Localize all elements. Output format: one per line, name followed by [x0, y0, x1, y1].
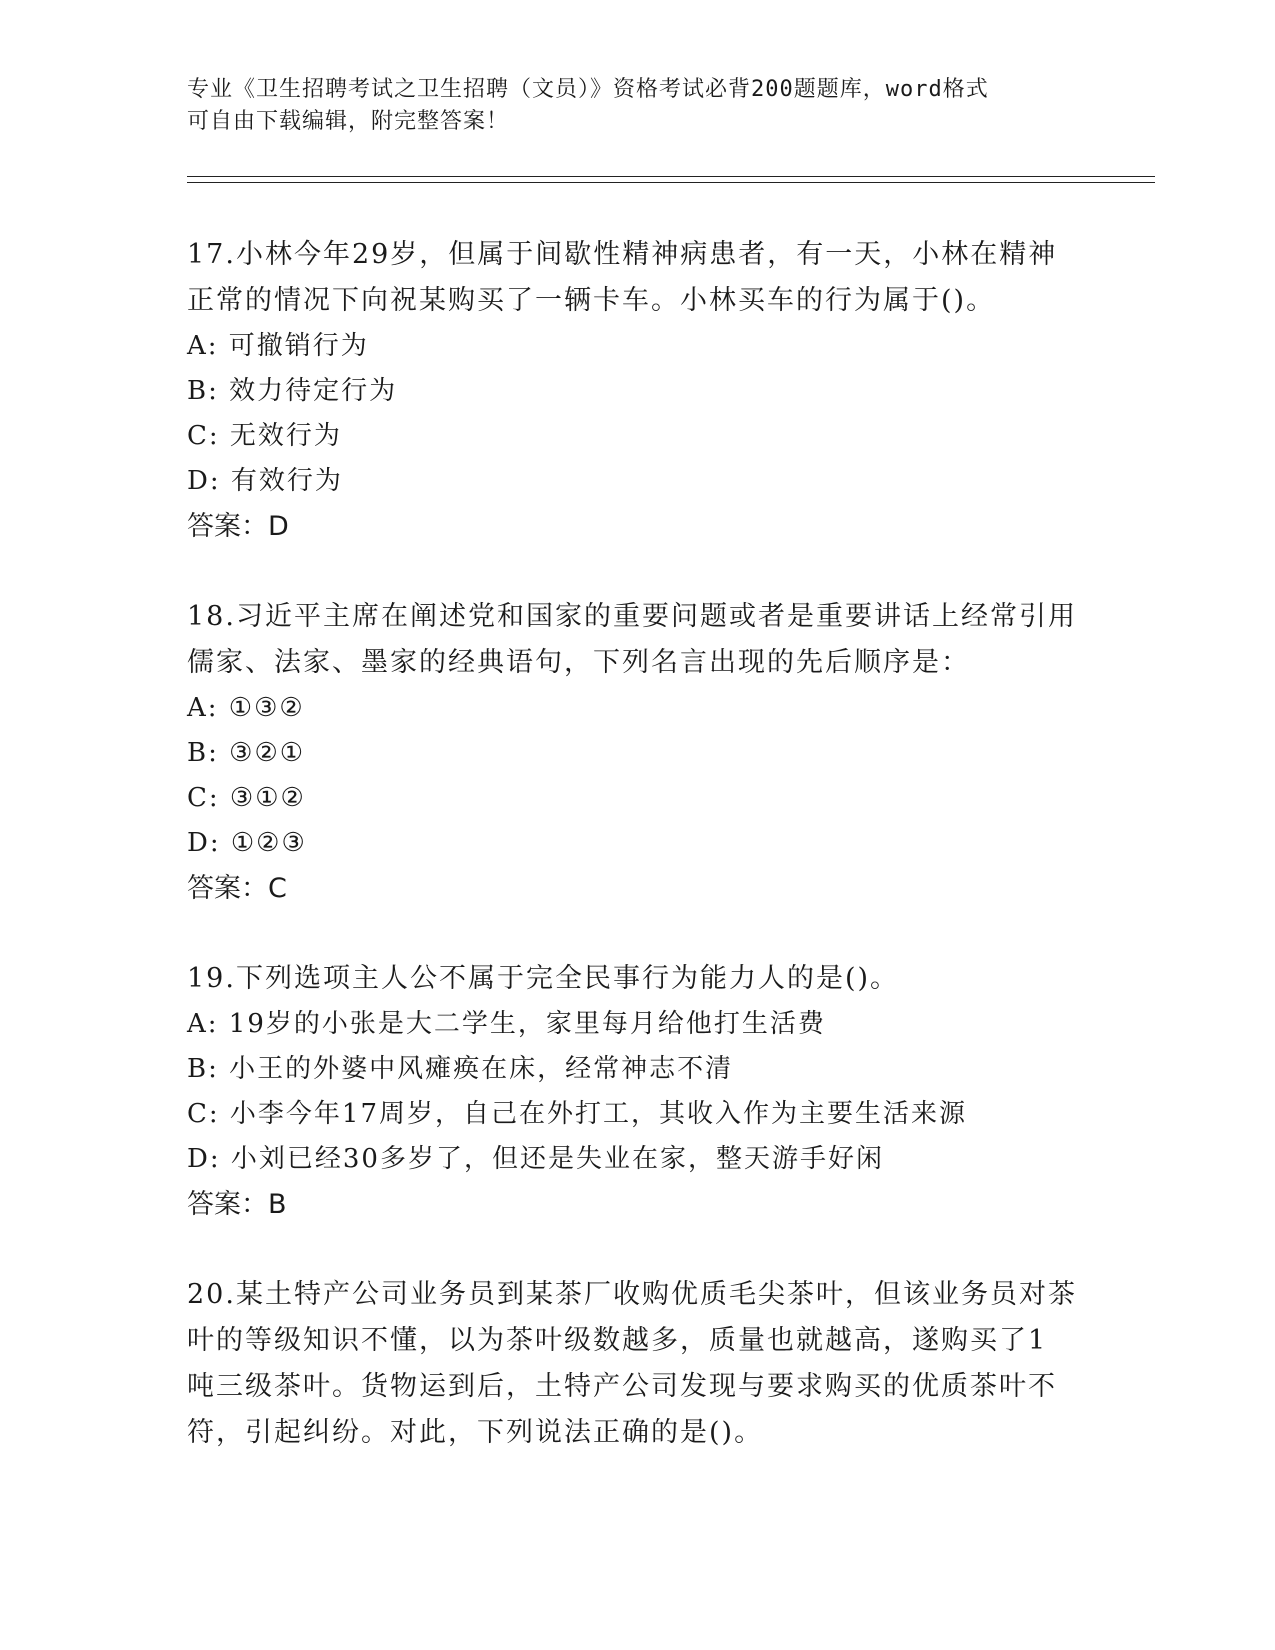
option-b: B: ③②①	[187, 738, 306, 768]
stem-line: 19.下列选项主人公不属于完全民事行为能力人的是()。	[187, 963, 900, 994]
option-b: B: 效力待定行为	[187, 376, 398, 406]
question-stem	[187, 956, 1087, 1002]
header-line-2: 可自由下载编辑，附完整答案！	[187, 109, 510, 134]
question-18	[187, 594, 1087, 912]
answer: 答案：D	[187, 511, 289, 542]
question-17	[187, 232, 1087, 550]
option-c: C: 无效行为	[187, 421, 342, 451]
option-a: A: 可撤销行为	[187, 331, 369, 361]
question-stem	[187, 1272, 1087, 1456]
stem-line: 17.小林今年29岁，但属于间歇性精神病患者，有一天，小林在精神	[187, 239, 1058, 270]
document-header	[187, 74, 1087, 138]
question-stem	[187, 232, 1087, 324]
stem-line: 符，引起纠纷。对此，下列说法正确的是()。	[187, 1417, 764, 1448]
question-19	[187, 956, 1087, 1228]
header-divider	[187, 176, 1155, 183]
stem-line: 吨三级茶叶。货物运到后，土特产公司发现与要求购买的优质茶叶不	[187, 1371, 1057, 1402]
option-a: A: ①③②	[187, 693, 305, 723]
question-list	[187, 232, 1087, 1500]
option-d: D: 小刘已经30多岁了，但还是失业在家，整天游手好闲	[187, 1144, 884, 1174]
stem-line: 20.某土特产公司业务员到某茶厂收购优质毛尖茶叶，但该业务员对茶	[187, 1279, 1077, 1310]
option-c: C: 小李今年17周岁，自己在外打工，其收入作为主要生活来源	[187, 1099, 968, 1129]
option-d: D: ①②③	[187, 828, 307, 858]
stem-line: 正常的情况下向祝某购买了一辆卡车。小林买车的行为属于()。	[187, 285, 996, 316]
option-a: A: 19岁的小张是大二学生，家里每月给他打生活费	[187, 1009, 826, 1039]
stem-line: 叶的等级知识不懂，以为茶叶级数越多，质量也就越高，遂购买了1	[187, 1325, 1048, 1356]
question-stem	[187, 594, 1087, 686]
stem-line: 儒家、法家、墨家的经典语句，下列名言出现的先后顺序是：	[187, 647, 970, 678]
answer: 答案：B	[187, 1189, 287, 1220]
header-line-1: 专业《卫生招聘考试之卫生招聘（文员）》资格考试必背200题题库，word格式	[187, 77, 989, 102]
stem-line: 18.习近平主席在阐述党和国家的重要问题或者是重要讲话上经常引用	[187, 601, 1077, 632]
question-20	[187, 1272, 1087, 1456]
answer: 答案：C	[187, 873, 287, 904]
option-d: D: 有效行为	[187, 466, 343, 496]
option-b: B: 小王的外婆中风瘫痪在床，经常神志不清	[187, 1054, 734, 1084]
option-c: C: ③①②	[187, 783, 306, 813]
